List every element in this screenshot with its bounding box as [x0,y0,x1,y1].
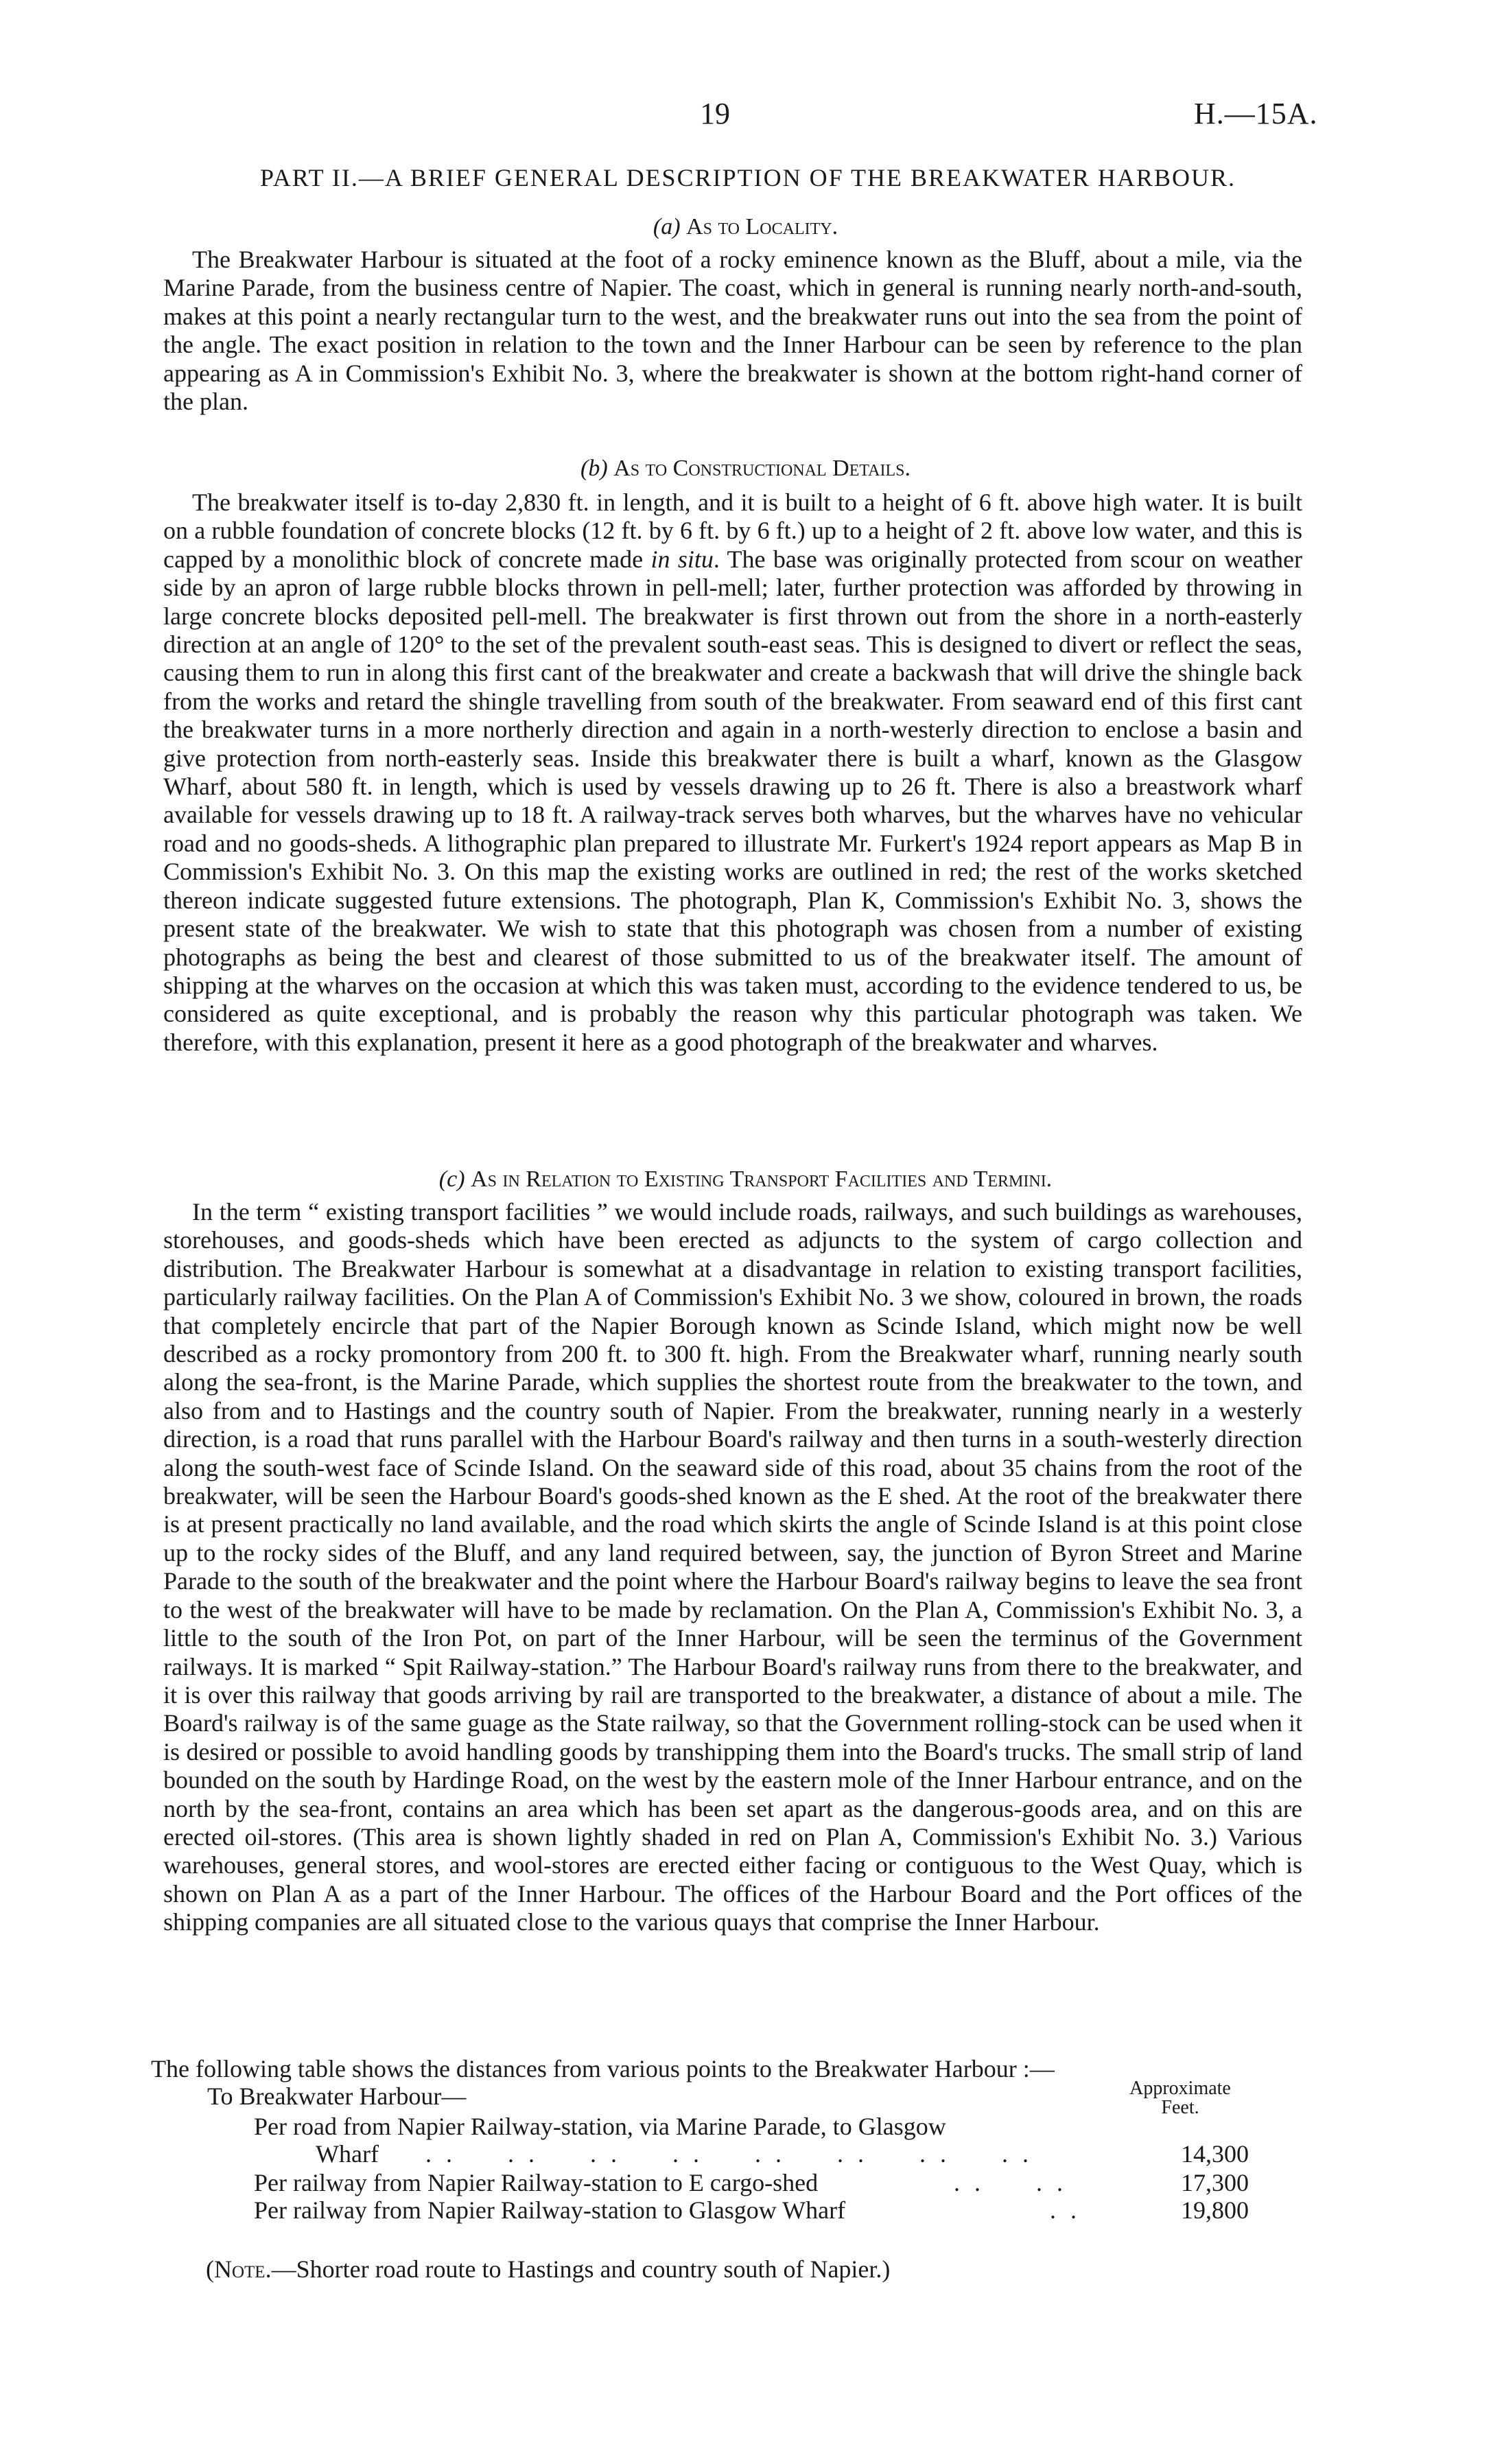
paragraph-text: The breakwater itself is to-day 2,830 ft. in length, and it is built to a height of 6 ft. above high water. It is built on a rubble foundation of concrete blocks (12 ft. by 6 ft. by 6 ft.) up to a height of 2 ft. above low water, and this is capped by a monolithic block of concrete made [163,489,1302,573]
section-title: As in Relation to Existing Transport Facilities and Termini. [471,1166,1053,1192]
note-label: (Note. [206,2255,272,2283]
section-heading-transport [0,1166,1491,1193]
latin-term: in situ [650,545,714,573]
table-column-header [1098,2079,1263,2117]
note-text: —Shorter road route to Hastings and country south of Napier.) [271,2255,891,2283]
table-row-label: Per railway from Napier Railway-station to Glasgow Wharf [254,2196,846,2224]
table-row-leader: . . . . . . . . . . . . . . . . [425,2140,1033,2168]
section-title: As to Locality. [686,214,838,239]
paragraph-construction [163,489,1302,1057]
table-row-label: Per road from Napier Railway-station, via Marine Parade, to Glasgow [254,2113,946,2140]
section-heading-locality [0,214,1491,240]
table-row-value: 17,300 [1181,2169,1249,2196]
column-header-line1: Approximate [1129,2078,1231,2099]
table-row-label: Per railway from Napier Railway-station to E cargo-shed [254,2169,819,2196]
section-label: (a) [653,214,681,239]
table-row-leader: . . . . [954,2169,1067,2196]
paragraph-transport [163,1198,1302,1937]
paragraph-text: The Breakwater Harbour is situated at the foot of a rocky eminence known as the Bluff, about a mile, via the Marine Parade, from the business centre of Napier. The coast, which in general is running nearly north-and-south, makes at this point a nearly rectangular turn to the west, and the breakwater runs out into the sea from the point of the angle. The exact position in relation to the town and the Inner Harbour can be seen by reference to the plan appearing as A in Commission's Exhibit No. 3, where the breakwater is shown at the bottom right-hand corner of the plan. [163,246,1302,416]
table-row-value: 19,800 [1181,2196,1249,2224]
table-note [206,2255,890,2284]
table-row-value: 14,300 [1181,2140,1249,2168]
table-row-leader: . . [1050,2196,1081,2224]
paragraph-locality [163,246,1302,416]
paragraph-text-continued: . The base was originally protected from scour on weather side by an apron of large rubble blocks thrown in pell-mell; later, further protection was afforded by throwing in large concrete blocks deposited pell-mell. The breakwater is first thrown out from the shore in a north-easterly direction at an angle of 120° to the set of the prevalent south-east seas. This is designed to divert or reflect the seas, causing them to run in along this first cant of the breakwater and create a backwash that will drive the shingle back from the works and retard the shingle travelling from south of the breakwater. From seaward end of this first cant the breakwater turns in a more northerly direction and again in a north-westerly direction to enclose a basin and give protection from north-easterly seas. Inside this breakwater there is built a wharf, known as the Glasgow Wharf, about 580 ft. in length, which is used by vessels drawing up to 26 ft. There is also a breastwork wharf available for vessels drawing up to 18 ft. A railway-track serves both wharves, but the wharves have no vehicular road and no goods-sheds. A lithographic plan prepared to illustrate Mr. Furkert's 1924 report appears as Map B in Commission's Exhibit No. 3. On this map the existing works are outlined in red; the rest of the works sketched thereon indicate suggested future extensions. The photograph, Plan K, Commission's Exhibit No. 3, shows the present state of the breakwater. We wish to state that this photograph was chosen from a number of existing photographs as being the best and clearest of those submitted to us of the breakwater itself. The amount of shipping at the wharves on the occasion at which this was taken must, according to the evidence tendered to us, be considered as quite exceptional, and is probably the reason why this particular photograph was taken. We therefore, with this explanation, present it here as a good photograph of the breakwater and wharves. [163,545,1302,1056]
part-heading: PART II.—A BRIEF GENERAL DESCRIPTION OF THE BREAKWATER HARBOUR. [260,164,1236,191]
table-subheading: To Breakwater Harbour— [207,2082,467,2110]
section-label: (c) [438,1166,465,1192]
section-title: As to Constructional Details. [613,456,911,481]
section-label: (b) [580,456,608,481]
section-heading-construction [0,456,1491,482]
paragraph-text: In the term “ existing transport facilities ” we would include roads, railways, and such buildings as warehouses, storehouses, and goods-sheds which have been erected as adjuncts to the system of cargo collection and distribution. The Breakwater Harbour is somewhat at a disadvantage in relation to existing transport facilities, particularly railway facilities. On the Plan A of Commission's Exhibit No. 3 we show, coloured in brown, the roads that completely encircle that part of the Napier Borough known as Scinde Island, which might now be well described as a rocky promontory from 200 ft. to 300 ft. high. From the Breakwater wharf, running nearly south along the sea-front, is the Marine Parade, which supplies the shortest route from the breakwater to the town, and also from and to Hastings and the country south of Napier. From the breakwater, running nearly in a westerly direction, is a road that runs parallel with the Harbour Board's railway and then turns in a south-westerly direction along the south-west face of Scinde Island. On the seaward side of this road, about 35 chains from the root of the breakwater, will be seen the Harbour Board's goods-shed known as the E shed. At the root of the breakwater there is at present practically no land available, and the road which skirts the angle of Scinde Island is at this point close up to the rocky sides of the Bluff, and any land required between, say, the junction of Byron Street and Marine Parade to the south of the breakwater and the point where the Harbour Board's railway begins to leave the sea front to the west of the breakwater will have to be made by reclamation. On the Plan A, Commission's Exhibit No. 3, a little to the south of the Iron Pot, on part of the Inner Harbour, will be seen the terminus of the Government railways. It is marked “ Spit Railway-station.” The Harbour Board's railway runs from there to the breakwater, and it is over this railway that goods arriving by rail are transported to the breakwater, a distance of about a mile. The Board's railway is of the same guage as the State railway, so that the Government rolling-stock can be used when it is desired or possible to avoid handling goods by transhipping them into the Board's trucks. The small strip of land bounded on the south by Hardinge Road, on the west by the eastern mole of the Inner Harbour entrance, and on the north by the sea-front, contains an area which has been set apart as the dangerous-goods area, and on this are erected oil-stores. (This area is shown lightly shaded in red on Plan A, Commission's Exhibit No. 3.) Various warehouses, general stores, and wool-stores are erected either facing or contiguous to the West Quay, which is shown on Plan A as a part of the Inner Harbour. The offices of the Harbour Board and the Port offices of the shipping companies are all situated close to the various quays that comprise the Inner Harbour. [163,1198,1302,1936]
column-header-line2: Feet. [1161,2097,1199,2118]
table-intro: The following table shows the distances from various points to the Breakwater Harbour :— [151,2055,1055,2082]
document-reference: H.—15A. [1194,97,1318,130]
page-number: 19 [700,97,730,130]
table-row-label-continued: Wharf [316,2140,379,2168]
